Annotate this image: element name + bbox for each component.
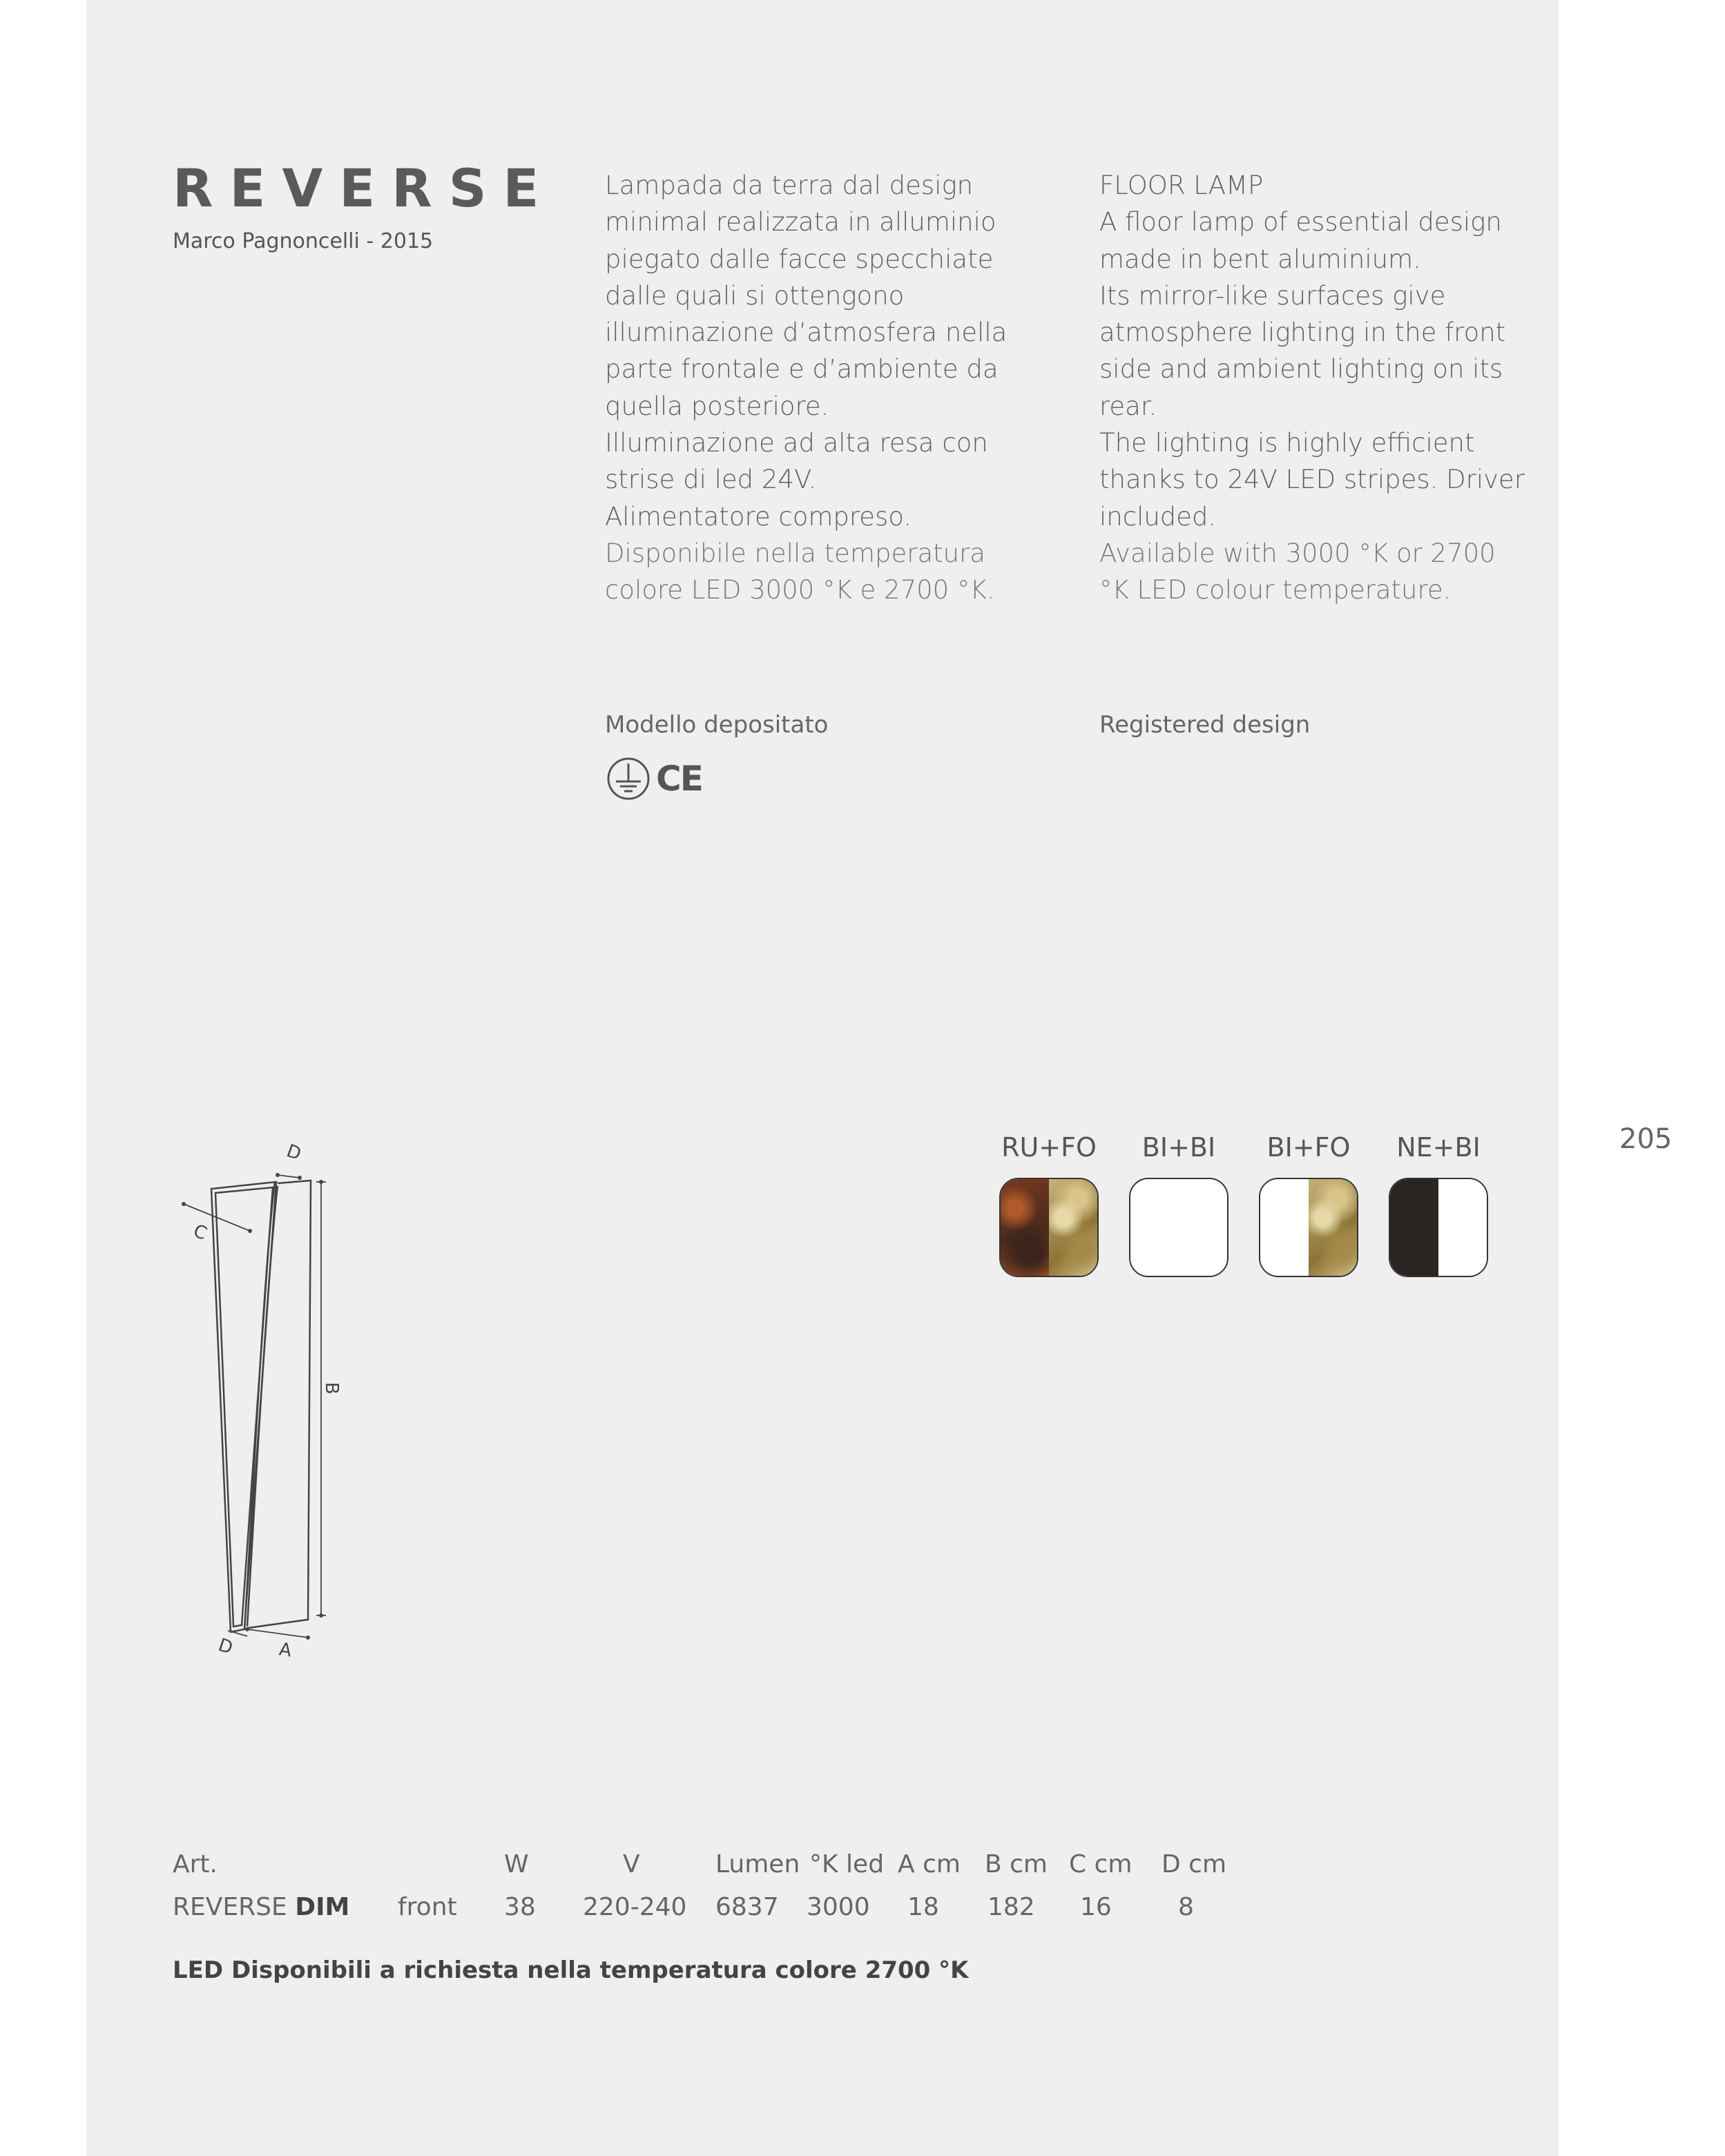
gold-half: [1049, 1179, 1097, 1276]
spec-v: 220-240: [583, 1893, 687, 1921]
desc-it-line: dalle quali si ottengono: [605, 280, 905, 311]
spec-product-name: [173, 1893, 349, 1921]
finish-bi-fo: [1257, 1132, 1360, 1277]
spec-header-art: Art.: [173, 1850, 218, 1878]
certification-marks: [606, 757, 702, 801]
gold-half: [1309, 1179, 1357, 1276]
desc-en-line: atmosphere lighting in the front: [1099, 318, 1506, 348]
white-half: [1260, 1179, 1309, 1276]
description-english: [1099, 167, 1555, 609]
desc-it-line: Disponibile nella temperatura: [605, 538, 985, 568]
spec-b: 182: [987, 1893, 1035, 1921]
desc-en-line: side and ambient lighting on its: [1099, 354, 1503, 385]
desc-it-line: quella posteriore.: [605, 391, 829, 421]
finish-swatch: [1389, 1178, 1488, 1277]
availability-note: LED Disponibili a richiesta nella temperatura colore 2700 °K: [173, 1956, 969, 1984]
desc-it-line: Lampada da terra dal design: [605, 171, 974, 200]
finish-swatches: [998, 1132, 1490, 1277]
dim-label-d-top: D: [283, 1140, 304, 1165]
desc-it-line: minimal realizzata in alluminio: [605, 207, 996, 237]
desc-it-line: Illuminazione ad alta resa con: [605, 428, 988, 458]
finish-bi-bi: [1128, 1132, 1230, 1277]
designer-credit: Marco Pagnoncelli - 2015: [173, 229, 434, 253]
finish-ne-bi: [1387, 1132, 1490, 1277]
rust-half: [1001, 1179, 1049, 1276]
dim-label-a: A: [278, 1639, 293, 1662]
finish-swatch: [999, 1178, 1099, 1277]
spec-w: 38: [504, 1893, 536, 1921]
spec-header-b: B cm: [985, 1850, 1048, 1878]
specs-table: [173, 1850, 1278, 1933]
white-half: [1179, 1179, 1227, 1276]
finish-swatch: [1259, 1178, 1358, 1277]
finish-label: NE+BI: [1396, 1132, 1481, 1163]
technical-drawing: [173, 1132, 352, 1671]
desc-en-line: included.: [1099, 501, 1217, 532]
ground-symbol-icon: [606, 757, 651, 801]
spec-c: 16: [1080, 1893, 1112, 1921]
spec-header-d: D cm: [1162, 1850, 1227, 1878]
description-italian: [605, 167, 1061, 609]
desc-it-line: piegato dalle facce specchiate: [605, 244, 994, 274]
finish-label: RU+FO: [1001, 1132, 1097, 1163]
spec-d: 8: [1178, 1893, 1194, 1921]
desc-en-line: made in bent aluminium.: [1099, 244, 1421, 274]
spec-header-v: V: [623, 1850, 640, 1878]
desc-it-line: illuminazione d’atmosfera nella: [605, 318, 1008, 348]
desc-it-line: colore LED 3000 °K e 2700 °K.: [605, 575, 995, 605]
desc-en-line: A floor lamp of essential design: [1099, 207, 1502, 237]
white-half: [1438, 1179, 1487, 1276]
spec-header-a: A cm: [898, 1850, 961, 1878]
finish-ru-fo: [998, 1132, 1100, 1277]
desc-en-heading: FLOOR LAMP: [1099, 171, 1264, 200]
desc-en-line: The lighting is highly efficient: [1099, 428, 1475, 458]
finish-label: BI+FO: [1266, 1132, 1351, 1163]
dim-label-c: C: [190, 1220, 210, 1245]
desc-en-line: °K LED colour temperature.: [1099, 575, 1452, 605]
spec-header-k: °K led: [809, 1850, 885, 1878]
product-title: REVERSE: [173, 157, 556, 219]
finish-swatch: [1129, 1178, 1228, 1277]
spec-lumen: 6837: [715, 1893, 779, 1921]
dim-label-b: B: [321, 1382, 342, 1395]
desc-it-line: strise di led 24V.: [605, 465, 817, 495]
registered-design-en: Registered design: [1099, 711, 1311, 739]
desc-en-line: Available with 3000 °K or 2700: [1099, 538, 1496, 568]
spec-name-bold: DIM: [295, 1893, 350, 1921]
registered-design-it: Modello depositato: [605, 711, 829, 739]
spec-k: 3000: [807, 1893, 870, 1921]
spec-a: 18: [907, 1893, 939, 1921]
desc-en-line: rear.: [1099, 391, 1157, 421]
desc-it-line: Alimentatore compreso.: [605, 501, 912, 532]
spec-header-lumen: Lumen: [715, 1850, 800, 1878]
spec-header-w: W: [504, 1850, 529, 1878]
spec-name: REVERSE: [173, 1893, 287, 1921]
desc-it-line: parte frontale e d’ambiente da: [605, 354, 999, 385]
dim-label-d-bottom: D: [215, 1634, 235, 1659]
desc-en-line: Its mirror-like surfaces give: [1099, 280, 1446, 311]
spec-variant: front: [398, 1893, 457, 1921]
black-half: [1390, 1179, 1438, 1276]
white-half: [1130, 1179, 1179, 1276]
ce-mark-icon: CE: [656, 759, 702, 799]
finish-label: BI+BI: [1141, 1132, 1216, 1163]
desc-en-line: thanks to 24V LED stripes. Driver: [1099, 465, 1525, 495]
spec-header-c: C cm: [1069, 1850, 1133, 1878]
page-number: 205: [1619, 1123, 1673, 1155]
